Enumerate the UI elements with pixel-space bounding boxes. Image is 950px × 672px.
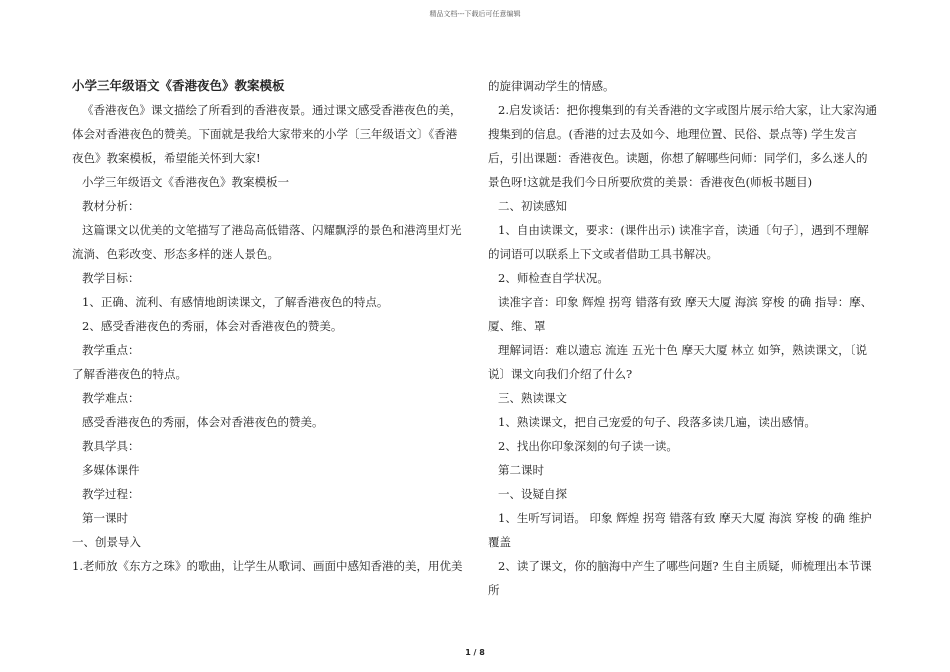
paragraph: 2、感受香港夜色的秀丽，体会对香港夜色的赞美。 (82, 319, 343, 333)
paragraph: 三、熟读课文 (498, 391, 567, 405)
paragraph: 1、生听写词语。 印象 辉煌 拐弯 错落有致 摩天大厦 海滨 穿梭 的确 维护 覆盖 (488, 511, 872, 549)
paragraph: 二、初读感知 (498, 199, 567, 213)
paragraph: 教材分析： (82, 199, 140, 213)
paragraph: 的旋律调动学生的情感。 (488, 79, 615, 93)
paragraph: 1、熟读课文，把自己宠爱的句子、段落多读几遍，读出感情。 (498, 415, 816, 429)
paragraph: 《香港夜色》课文描绘了所看到的香港夜景。通过课文感受香港夜色的美，体会对香港夜色的赞美。下面就是我给大家带来的小学〔三年级语文〕《香港夜色》教案模板，希望能关怀到大家! (72, 103, 462, 165)
paragraph: 了解香港夜色的特点。 (72, 367, 187, 381)
paragraph: 理解词语：难以遗忘 流连 五光十色 摩天大厦 林立 如笋，熟读课文，〔说说〕课文向我们介绍了什么? (488, 343, 868, 381)
paragraph: 一、设疑自探 (498, 487, 567, 501)
paragraph: 第二课时 (498, 463, 544, 477)
paragraph: 一、创景导入 (72, 535, 141, 549)
left-column (72, 74, 465, 578)
paragraph: 教学目标： (82, 271, 140, 285)
paragraph: 读准字音：印象 辉煌 拐弯 错落有致 摩天大厦 海滨 穿梭 的确 指导：摩、厦、维、罩 (488, 295, 873, 333)
paragraph: 2、师检查自学状况。 (498, 271, 609, 285)
paragraph: 2.启发谈话：把你搜集到的有关香港的文字或图片展示给大家，让大家沟通搜集到的信息。(香港的过去及如今、地理位置、民俗、景点等) 学生发言后，引出课题：香港夜色。读题，你想了解哪些问师：同学们，多么迷人的景色呀!这就是我们今日所要欣赏的美景：香港夜色(师板书题目) (488, 103, 877, 189)
paragraph: 感受香港夜色的秀丽，体会对香港夜色的赞美。 (82, 415, 324, 429)
paragraph: 第一课时 (82, 511, 128, 525)
paragraph: 教学重点： (82, 343, 140, 357)
right-body (488, 74, 878, 602)
paragraph: 1、正确、流利、有感情地朗读课文，了解香港夜色的特点。 (82, 295, 389, 309)
paragraph: 教学难点： (82, 391, 140, 405)
paragraph: 2、读了课文，你的脑海中产生了哪些问题? 生自主质疑，师梳理出本节课所 (488, 559, 872, 597)
document-title: 小学三年级语文《香港夜色》教案模板 (72, 78, 285, 93)
paragraph: 1、自由读课文，要求：(课件出示) 读准字音，读通〔句子〕，遇到不理解的词语可以联系上下文或者借助工具书解决。 (488, 223, 869, 261)
paragraph: 多媒体课件 (82, 463, 140, 477)
paragraph: 这篇课文以优美的文笔描写了港岛高低错落、闪耀飘浮的景色和港湾里灯光流淌、色彩改变、形态多样的迷人景色。 (72, 223, 462, 261)
right-column (488, 74, 878, 602)
left-body (72, 98, 465, 578)
page-number: 1 / 8 (465, 648, 485, 657)
page-header: 精品文档---下载后可任意编辑 (429, 10, 521, 18)
paragraph: 教学过程： (82, 487, 140, 501)
paragraph: 1.老师放《东方之珠》的歌曲，让学生从歌词、画面中感知香港的美，用优美 (72, 559, 463, 573)
paragraph: 教具学具： (82, 439, 140, 453)
paragraph: 2、找出你印象深刻的句子读一读。 (498, 439, 678, 453)
paragraph: 小学三年级语文《香港夜色》教案模板一 (82, 175, 289, 189)
